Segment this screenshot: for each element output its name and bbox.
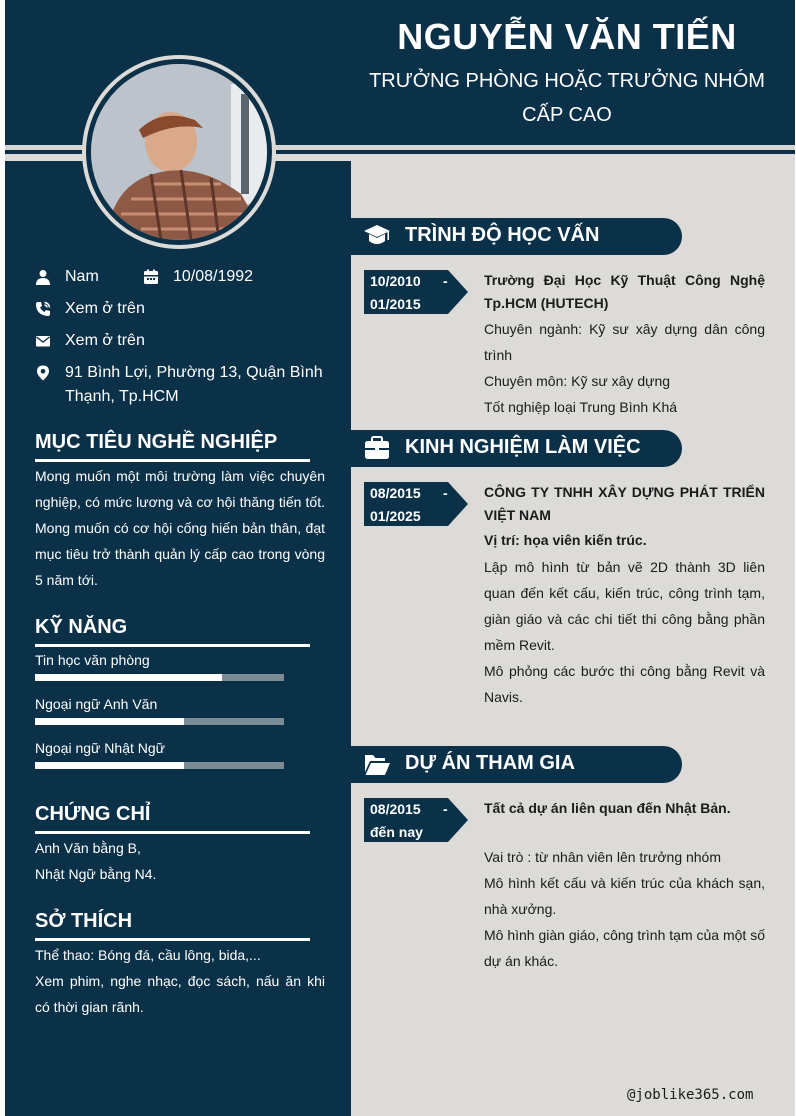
experience-header [351,430,682,467]
birthday-value: 10/08/1992 [173,268,254,285]
education-line: Tốt nghiệp loại Trung Bình Khá [484,399,678,415]
certificate-line: Nhật Ngữ bằng N4. [35,866,157,882]
date-separator: - [443,801,448,817]
footer-brand: @joblike365.com [627,1087,754,1103]
hobby-line: Xem phim, nghe nhạc, đọc sách, nấu ăn khi có thời gian rãnh. [35,973,325,1015]
hobby-line: Thể thao: Bóng đá, cầu lông, bida,... [35,947,261,963]
experience-line: Lập mô hình từ bản vẽ 2D thành 3D liên quan đến kết cấu, kiến trúc, công trình tạm, giàn giáo và các chi tiết thi công bằng phần mềm Revit. [484,559,765,653]
skills-underline [35,644,310,647]
envelope-icon [35,333,51,349]
skill-label: Ngoại ngữ Anh Văn [35,696,158,712]
briefcase-icon [363,435,391,461]
date-to: 01/2015 [370,296,421,312]
phone-icon [35,301,51,317]
experience-company: CÔNG TY TNHH XÂY DỰNG PHÁT TRIỂN VIỆT NAM [484,484,765,523]
avatar [91,64,267,240]
candidate-title: TRƯỞNG PHÒNG HOẶC TRƯỞNG NHÓM CẤP CAO [369,70,765,126]
skills-title: KỸ NĂNG [35,616,128,638]
skill-bar-fill [35,674,222,681]
project-line: Vai trò : từ nhân viên lên trưởng nhóm [484,849,722,865]
calendar-icon [143,269,159,285]
objective-text: Mong muốn một môi trường làm việc chuyên nghiệp, có mức lương và cơ hội thăng tiến tốt. Mong muốn có cơ hội cống hiến bản thân, đạt mục tiêu trở thành quản lý cấp cao trong vòng 5 năm tới. [35,468,325,588]
cv-page [5,0,795,1116]
date-arrow [448,270,468,314]
map-pin-icon [35,365,51,381]
skill-label: Tin học văn phòng [35,652,150,668]
objective-title: MỤC TIÊU NGHỀ NGHIỆP [35,431,278,453]
date-arrow [448,798,468,842]
certificates-underline [35,831,310,834]
gender-value: Nam [65,268,99,285]
certificate-line: Anh Văn bằng B, [35,840,141,856]
experience-title: KINH NGHIỆM LÀM VIỆC [405,436,641,458]
graduation-cap-icon [363,223,391,249]
skill-label: Ngoại ngữ Nhật Ngữ [35,740,166,756]
skill-bar-track [35,718,284,725]
projects-header [351,746,682,783]
education-title: TRÌNH ĐỘ HỌC VẤN [405,224,600,246]
phone-value: Xem ở trên [65,300,145,317]
experience-date [364,482,448,526]
education-line: Chuyên môn: Kỹ sư xây dựng [484,373,671,389]
address-line-1: 91 Bình Lợi, Phường 13, Quận Bình [65,364,323,381]
skill-bar-track [35,762,284,769]
folder-icon [363,751,391,777]
projects-heading: Tất cả dự án liên quan đến Nhật Bản. [484,800,731,816]
education-header [351,218,682,255]
address-line-2: Thạnh, Tp.HCM [65,388,179,405]
date-separator: - [443,273,448,289]
objective-underline [35,459,310,462]
date-separator: - [443,485,448,501]
candidate-name: NGUYỄN VĂN TIẾN [397,16,737,57]
experience-line: Mô phỏng các bước thi công bằng Revit và Navis. [484,663,765,705]
education-date [364,270,448,314]
date-to: 01/2025 [370,508,421,524]
project-line: Mô hình kết cấu và kiến trúc của khách sạn, nhà xưởng. [484,875,765,917]
hobbies-title: SỞ THÍCH [35,910,133,932]
date-from: 10/2010 [370,273,421,289]
date-arrow [448,482,468,526]
date-from: 08/2015 [370,801,421,817]
date-to: đến nay [370,824,423,840]
education-school: Trường Đại Học Kỹ Thuật Công Nghệ Tp.HCM (HUTECH) [484,272,765,311]
certificates-title: CHỨNG CHỈ [35,803,151,825]
avatar-photo [91,64,267,240]
person-icon [35,269,51,285]
email-value: Xem ở trên [65,332,145,349]
projects-date [364,798,448,842]
hobbies-underline [35,938,310,941]
project-line: Mô hình giàn giáo, công trình tạm của một số dự án khác. [484,927,765,969]
skill-bar-fill [35,762,184,769]
education-line: Chuyên ngành: Kỹ sư xây dựng dân công trình [484,321,765,363]
skill-bar-track [35,674,284,681]
projects-title: DỰ ÁN THAM GIA [405,752,575,774]
experience-position: Vị trí: họa viên kiến trúc. [484,532,647,548]
skill-bar-fill [35,718,184,725]
date-from: 08/2015 [370,485,421,501]
